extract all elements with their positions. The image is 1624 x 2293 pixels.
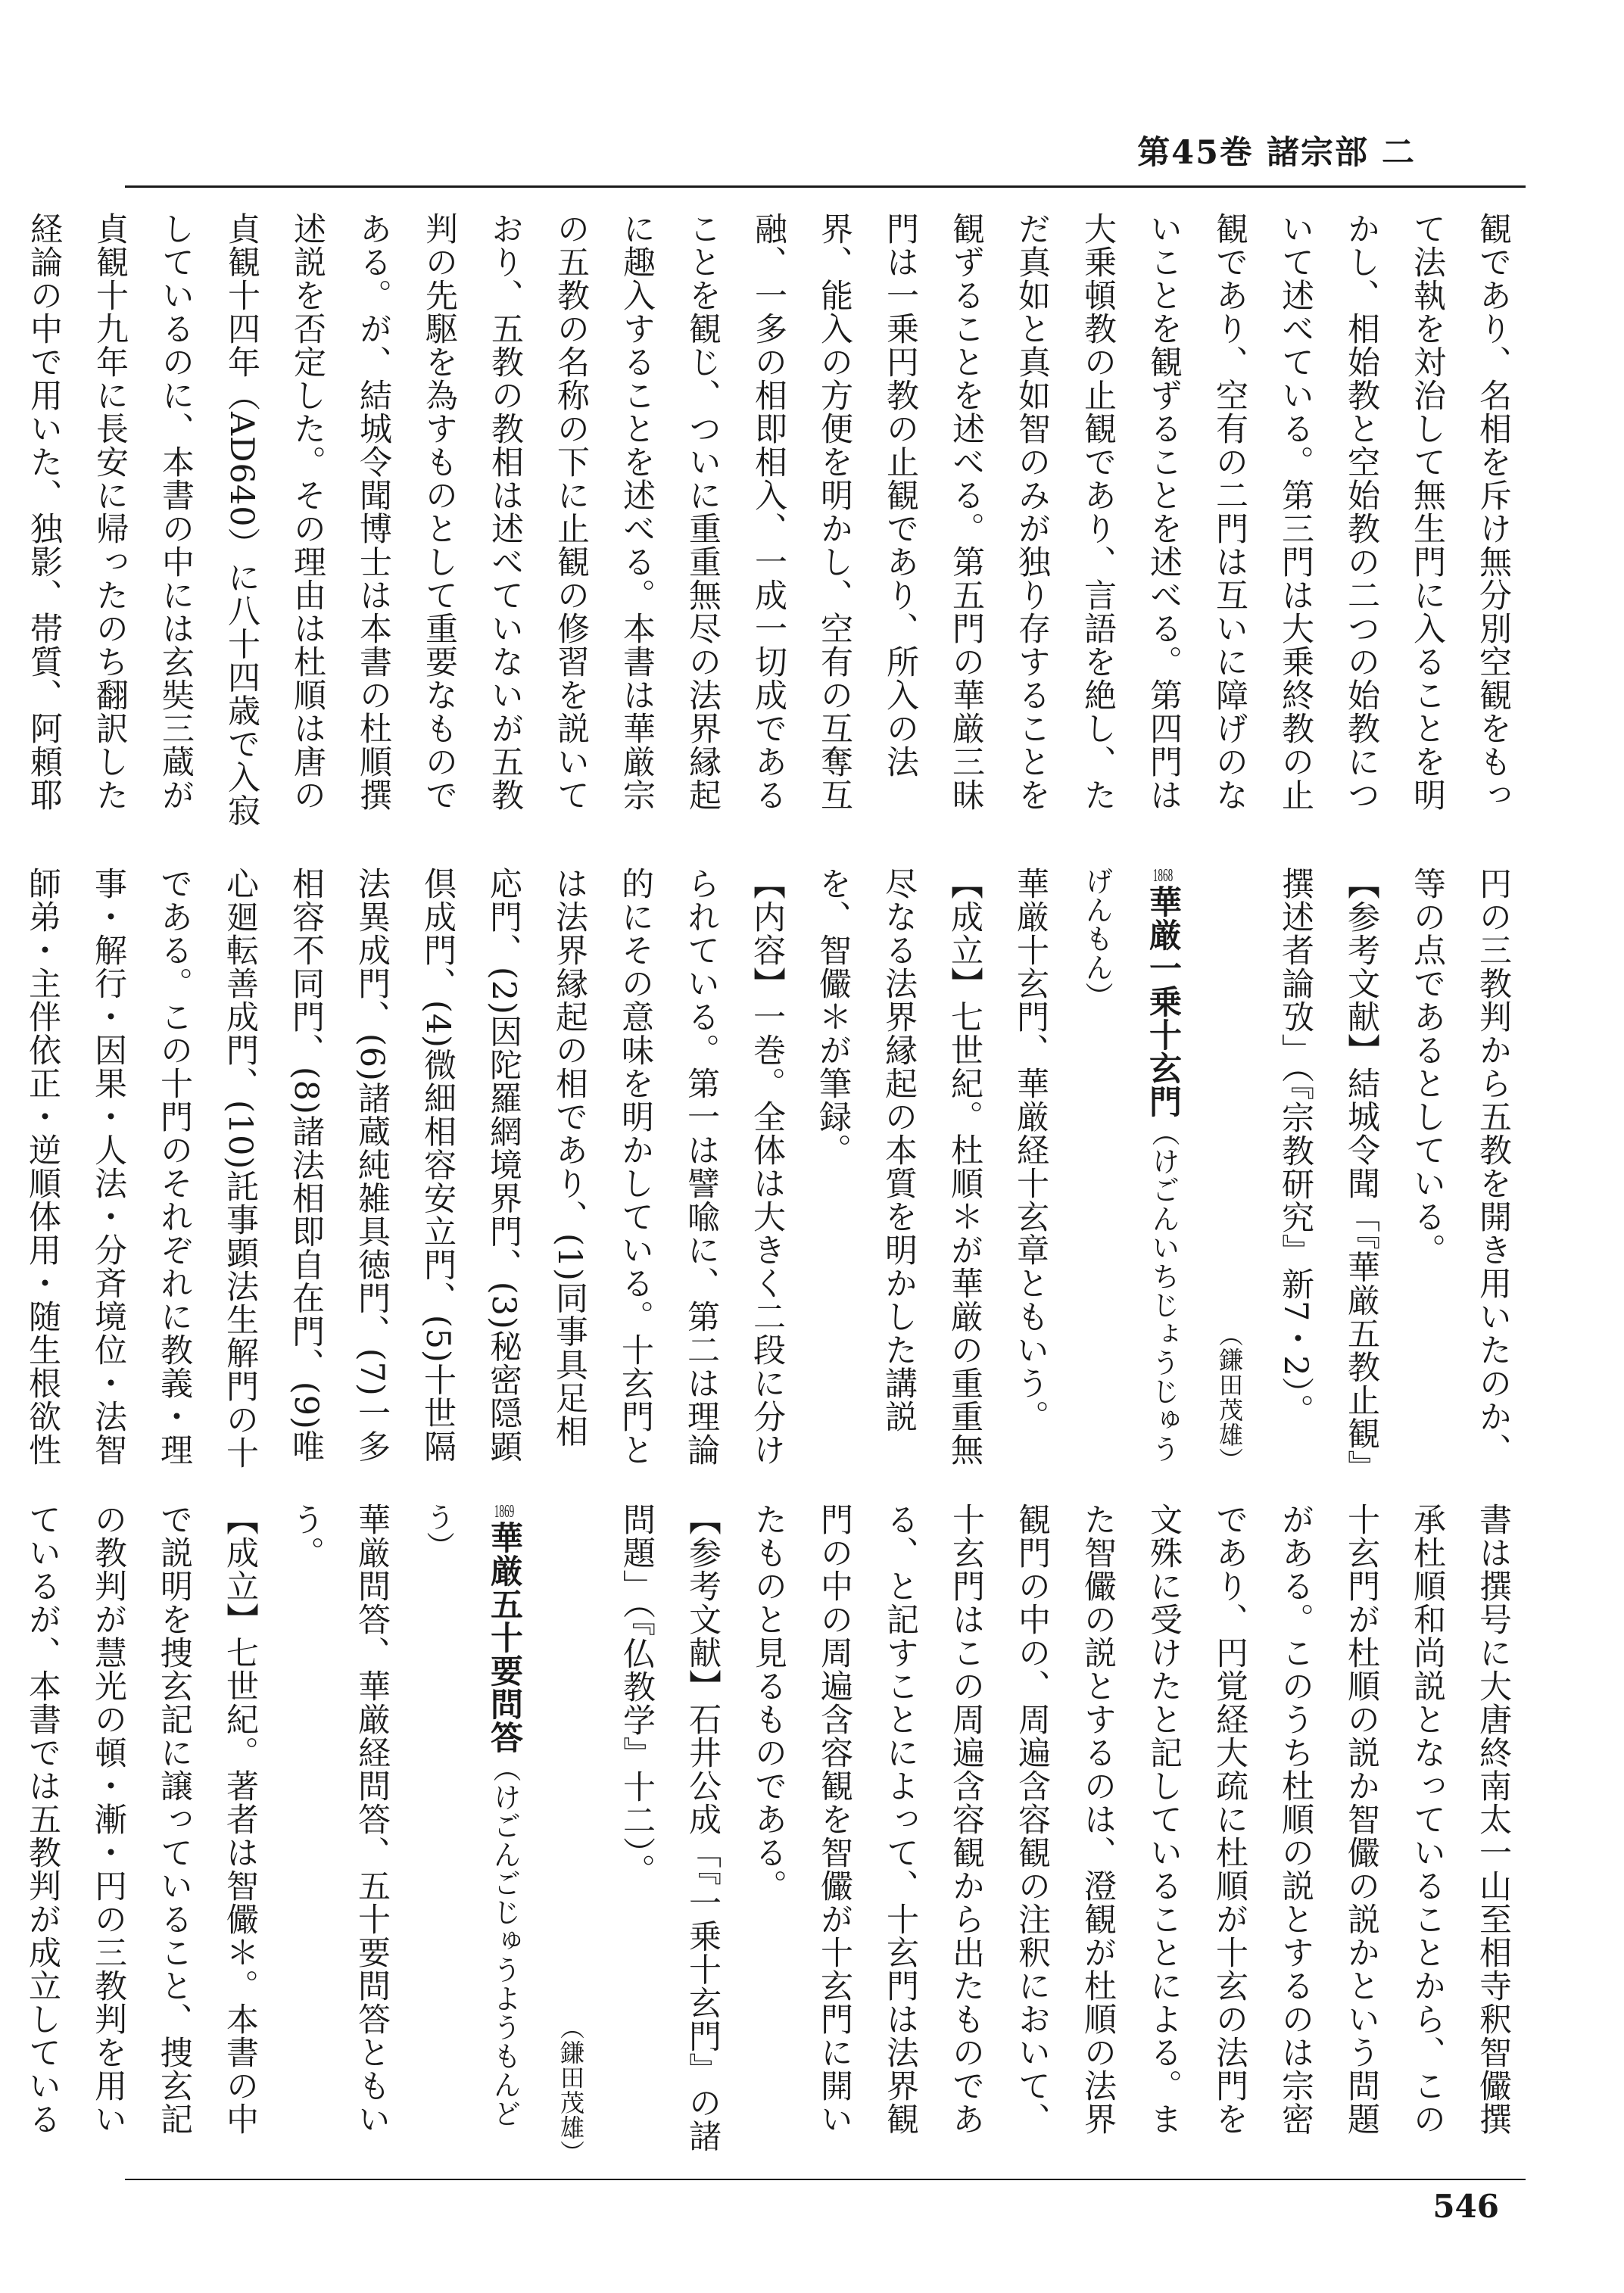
- paragraph-tier3-continuation: 書は撰号に大唐終南太一山至相寺釈智儼撰承杜順和尚説となっていることから、この十玄門が杜順の説か智儼の説かという問題がある。このうち杜順の説とするのは宗密であり、円覚経大疏に杜順が十玄の法門を文殊に受けたと記していることによる。また智儼の説とするのは、澄観が杜順の法界観門の中の、周遍含容観の注釈において、十玄門はこの周遍含容観から出たものである、と記すことによって、十玄門は法界観門の中の周遍含容観を智儼が十玄門に開いたものと見るものである。: [750, 1503, 1512, 2136]
- content-text: 【内容】一巻。全体は大きく二段に分けられている。第一は譬喩に、第二は理論的にその意味を明かしている。十玄門とは法界縁起の相であり、(1)同事具足相応門、(2)因陀羅網境界門、(3)秘密隠顕倶成門、(4)微細相容安立門、(5)十世隔法異成門、(6)諸蔵純雑具徳門、(7)一多相容不同門、(8)諸法相即自在門、(9)唯心廻転善成門、(10)託事顕法生解門の十である。この十門のそれぞれに教義・理事・解行・因果・人法・分斉境位・法智師弟・主伴依正・逆順体用・随生根欲性: [23, 867, 786, 1470]
- author-credit-2: （鎌田茂雄）: [556, 2015, 585, 2165]
- paragraph-tier1-body: 観であり、名相を斥け無分別空観をもって法執を対治して無生門に入ることを明かし、相始教と空始教の二つの始教について述べている。第三門は大乗終教の止観であり、空有の二門は互いに障げのないことを観ずることを述べる。第四門は大乗頓教の止観であり、言語を絶し、ただ真如と真如智のみが独り存することを観ずることを述べる。第五門の華厳三昧門は一乗円教の止観であり、所入の法界、能入の方便を明かし、空有の互奪互融、一多の相即相入、一成一切成であることを観じ、ついに重重無尽の法界縁起に趣入することを述べる。本書は華厳宗の五教の名称の下に止観の修習を説いており、五教の教相は述べていないが五教判の先駆を為すものとして重要なものである。が、結城令聞博士は本書の杜順撰述説を否定した。その理由は杜順は唐の貞観十四年（AD640）に八十四歳で入寂しているのに、本書の中には玄奘三蔵が貞観十九年に長安に帰ったのち翻訳した経論の中で用いた、独影、帯質、阿頼耶: [25, 212, 1512, 827]
- entry-number: 1868: [1152, 867, 1174, 885]
- paragraph-alias: 華厳十玄門、華厳経十玄章ともいう。: [1011, 867, 1049, 1433]
- entry-headword-1868: [1063, 867, 1196, 1472]
- paragraph-tier2-references: 【参考文献】結城令聞「『華厳五教止観』撰述者論攷」（『宗教研究』新7・2）。: [1276, 867, 1380, 1467]
- entry-reading: （けごんいちじょうじゅうげんもん）: [1080, 867, 1180, 1463]
- paragraph-tier3-references: 【参考文献】石井公成「『一乗十玄門』の諸問題」（『仏教学』十二）。: [618, 1503, 722, 2153]
- volume-label: 第45巻: [1137, 134, 1255, 172]
- paragraph-origin: 【成立】七世紀。杜順＊が華厳の重重無尽なる法界縁起の本質を明かした講説を、智儼＊が筆録。: [814, 867, 983, 1466]
- header-rule: [125, 185, 1526, 188]
- entry-title: 華厳一乗十玄門: [1144, 885, 1182, 1118]
- page-header: [1098, 127, 1416, 173]
- tier-1: [25, 212, 1526, 833]
- entry-headword-1869: [404, 1503, 538, 2165]
- section-label: 諸宗部 二: [1267, 134, 1416, 172]
- tier-2: [23, 867, 1526, 1472]
- paragraph-content: [0, 867, 800, 1472]
- paragraph-tier2-continuation: 円の三教判から五教を開き用いたのか、等の点であるとしている。: [1408, 867, 1512, 1466]
- footer-rule: [125, 2179, 1526, 2180]
- paragraph-alias-2: 華厳問答、華厳経問答、五十要問答ともいう。: [287, 1503, 391, 2136]
- entry-title-2: 華厳五十要問答: [485, 1521, 523, 1754]
- entry-number-2: 1869: [494, 1503, 515, 1521]
- entry-reading-2: （けごんごじゅうようもんどう）: [422, 1503, 521, 2128]
- page-number: 546: [1432, 2188, 1499, 2225]
- tier-3: [23, 1503, 1526, 2165]
- author-credit: （鎌田茂雄）: [1215, 1323, 1244, 1472]
- paragraph-origin-2: 【成立】七世紀。著者は智儼＊。本書の中で説明を捜玄記に譲っていること、捜玄記の教判が慧光の頓・漸・円の三教判を用いているが、本書では五教判が成立している: [23, 1503, 259, 2136]
